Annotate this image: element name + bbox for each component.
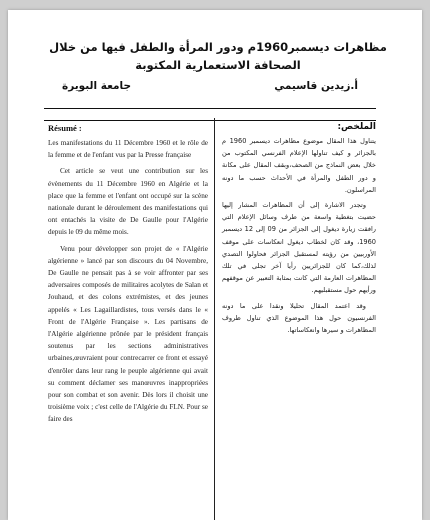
author-name: أ.زيدين قاسيمي xyxy=(274,80,358,92)
french-abstract-paragraph: Les manifestations du 11 Décembre 1960 et le rôle de la femme et de l'enfant vus par la Presse française xyxy=(48,139,208,160)
french-abstract-paragraph: Venu pour développer son projet de « l'Algérie algérienne » lancé par son discours du 04 Novembre, De Gaulle ne pensait pas à se voir affronter par ses adversaires composés de militaires acolytes de Salan et Jouhaud, et des colons extrémistes, et des jeunes appelés « Les Lagaillardistes, tous versés dans le « Front de l'Algérie Française ». Les partisans de l'Algérie algérienne prônée par le président français soutenus par les sections administratives urbaines,œuvraient pour contrecarrer ce front et essayé d'enrôler dans leur rang le peuple algérienne qui avait su comment déclamer ses manœuvres inappropriées pour son combat et son avenir. Dès lors il choisit une troisième voix ; c'est celle de l'Algérie du FLN. Pour se faire des xyxy=(48,244,208,424)
university-name: جامعة البويرة xyxy=(62,80,132,92)
header-rule-top xyxy=(44,108,376,109)
arabic-abstract-paragraph: وقد اعتمد المقال تحليلا ونقدا على ما دونه الفرنسيون حول هذا الموضوع الذي تناول ظروف المظاهرات و سيرها وانعكاساتها. xyxy=(222,301,376,335)
arabic-abstract-column xyxy=(220,118,380,520)
article-title: مظاهرات ديسمبر1960م ودور المرأة والطفل فيها من خلال الصحافة الاستعمارية المكتوبة xyxy=(49,40,387,72)
arabic-abstract-paragraph: وتجدر الاشارة إلى أن المظاهرات المشار إليها حضيت بتغطية واسعة من طرف وسائل الإعلام التي رافقت زيارة ديغول إلى الجزائر من 09 إلى 12 ديسمبر 1960، وقد كان لخطاب ديغول انعكاسات على موقف الأوربيين من رؤيته لمستقبل الجزائر فحاولوا التصدي لذلك،كما كان للجزائريين رأيا آخر تجلى في تلك المظاهرات العارمة التي كانت بمثابة التعبير عن موقفهم ورأيهم حول مستقبليهم. xyxy=(222,201,376,295)
french-abstract-heading: Résumé : xyxy=(48,123,82,133)
french-abstract-paragraph: Cet article se veut une contribution sur les évènements du 11 Décembre 1960 en Algérie et la place que la femme et l'enfant ont occupé sur la scène nationale durant le déroulement des manifestations qui ont entachés la visite de De Gaulle pour l'Algérie depuis le 09 du même mois. xyxy=(48,167,208,237)
arabic-abstract-paragraph: يتناول هذا المقال موضوع مظاهرات ديسمبر 1960 م بالجزائر و كيف تناولها الإعلام الفرنسي المكتوب من خلال بعض النماذج من الصحف،وبقف المقال على مكانة و دور الطفل والمرأة في الأحداث حسب ما دونه المراسلون. xyxy=(222,137,376,194)
document-page xyxy=(8,10,422,520)
french-abstract-column xyxy=(44,118,215,520)
arabic-abstract-heading: الملخص: xyxy=(337,122,376,132)
